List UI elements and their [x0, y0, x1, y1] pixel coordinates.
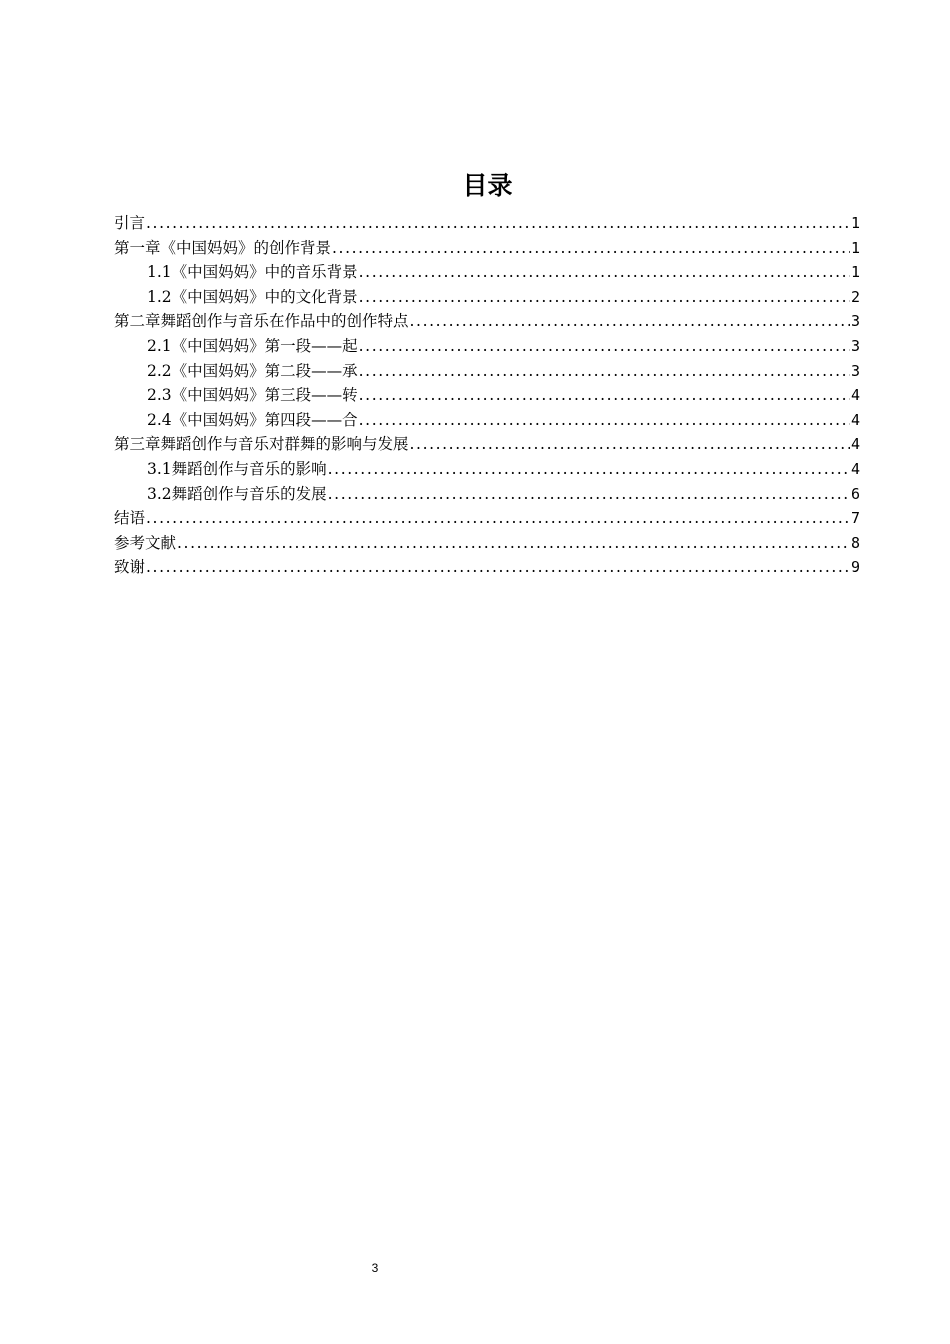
toc-entry-chapter-1[interactable] — [114, 236, 860, 261]
toc-entry-page: 4 — [850, 410, 860, 429]
toc-entry-page: 3 — [850, 312, 860, 331]
toc-dot-leader — [359, 285, 850, 310]
toc-entry-label: 结语 — [114, 509, 146, 528]
toc-entry-label: 致谢 — [114, 558, 146, 577]
toc-entry-chapter-2[interactable] — [114, 309, 860, 334]
toc-entry-section-1-1[interactable] — [114, 260, 860, 285]
toc-entry-label: 2.3《中国妈妈》第三段——转 — [147, 386, 358, 405]
toc-entry-page: 1 — [850, 263, 860, 282]
toc-entry-conclusion[interactable] — [114, 506, 860, 531]
toc-dot-leader — [328, 482, 850, 507]
toc-dot-leader — [177, 531, 850, 556]
toc-entry-acknowledgements[interactable] — [114, 555, 860, 580]
toc-entry-page: 3 — [850, 361, 860, 380]
toc-entry-label: 第一章《中国妈妈》的创作背景 — [114, 238, 332, 257]
toc-dot-leader — [146, 506, 850, 531]
toc-entry-page: 4 — [850, 435, 860, 454]
toc-entry-references[interactable] — [114, 531, 860, 556]
toc-entry-label: 引言 — [114, 214, 146, 232]
toc-entry-section-2-1[interactable] — [114, 334, 860, 359]
toc-entry-page: 1 — [850, 214, 860, 232]
toc-entry-page: 3 — [850, 336, 860, 355]
toc-entry-page: 9 — [850, 558, 860, 577]
page-number: 3 — [371, 1261, 379, 1275]
toc-entry-page: 7 — [850, 509, 860, 528]
toc-entry-label: 2.2《中国妈妈》第二段——承 — [147, 361, 358, 380]
toc-dot-leader — [359, 260, 850, 285]
toc-entry-section-3-1[interactable] — [114, 457, 860, 482]
toc-entry-section-3-2[interactable] — [114, 482, 860, 507]
toc-entry-section-2-2[interactable] — [114, 359, 860, 384]
toc-entry-section-2-3[interactable] — [114, 383, 860, 408]
toc-entry-label: 第二章舞蹈创作与音乐在作品中的创作特点 — [114, 312, 409, 331]
toc-entry-label: 2.4《中国妈妈》第四段——合 — [147, 410, 358, 429]
toc-dot-leader — [146, 211, 850, 236]
toc-dot-leader — [410, 432, 850, 457]
toc-entry-page: 1 — [850, 238, 860, 257]
toc-entry-intro[interactable] — [114, 211, 860, 236]
toc-entry-label: 1.1《中国妈妈》中的音乐背景 — [147, 263, 358, 282]
toc-entry-section-2-4[interactable] — [114, 408, 860, 433]
toc-entry-chapter-3[interactable] — [114, 432, 860, 457]
toc-dot-leader — [328, 457, 850, 482]
toc-title: 目录 — [462, 171, 513, 200]
toc-dot-leader — [359, 383, 850, 408]
toc-entry-label: 参考文献 — [114, 533, 177, 552]
toc-entry-section-1-2[interactable] — [114, 285, 860, 310]
toc-entry-label: 2.1《中国妈妈》第一段——起 — [147, 336, 358, 355]
toc-dot-leader — [332, 236, 850, 261]
toc-dot-leader — [410, 309, 850, 334]
toc-entry-page: 2 — [850, 287, 860, 306]
toc-entry-page: 6 — [850, 484, 860, 503]
toc-dot-leader — [146, 555, 850, 580]
toc-dot-leader — [359, 359, 850, 384]
toc-dot-leader — [359, 408, 850, 433]
toc-entry-page: 4 — [850, 459, 860, 478]
toc-entry-label: 3.2舞蹈创作与音乐的发展 — [147, 484, 327, 503]
toc-entry-page: 4 — [850, 386, 860, 405]
toc-list — [114, 211, 860, 580]
toc-entry-label: 1.2《中国妈妈》中的文化背景 — [147, 287, 358, 306]
toc-entry-page: 8 — [850, 533, 860, 552]
toc-entry-label: 第三章舞蹈创作与音乐对群舞的影响与发展 — [114, 435, 409, 454]
toc-dot-leader — [359, 334, 850, 359]
toc-entry-label: 3.1舞蹈创作与音乐的影响 — [147, 459, 327, 478]
